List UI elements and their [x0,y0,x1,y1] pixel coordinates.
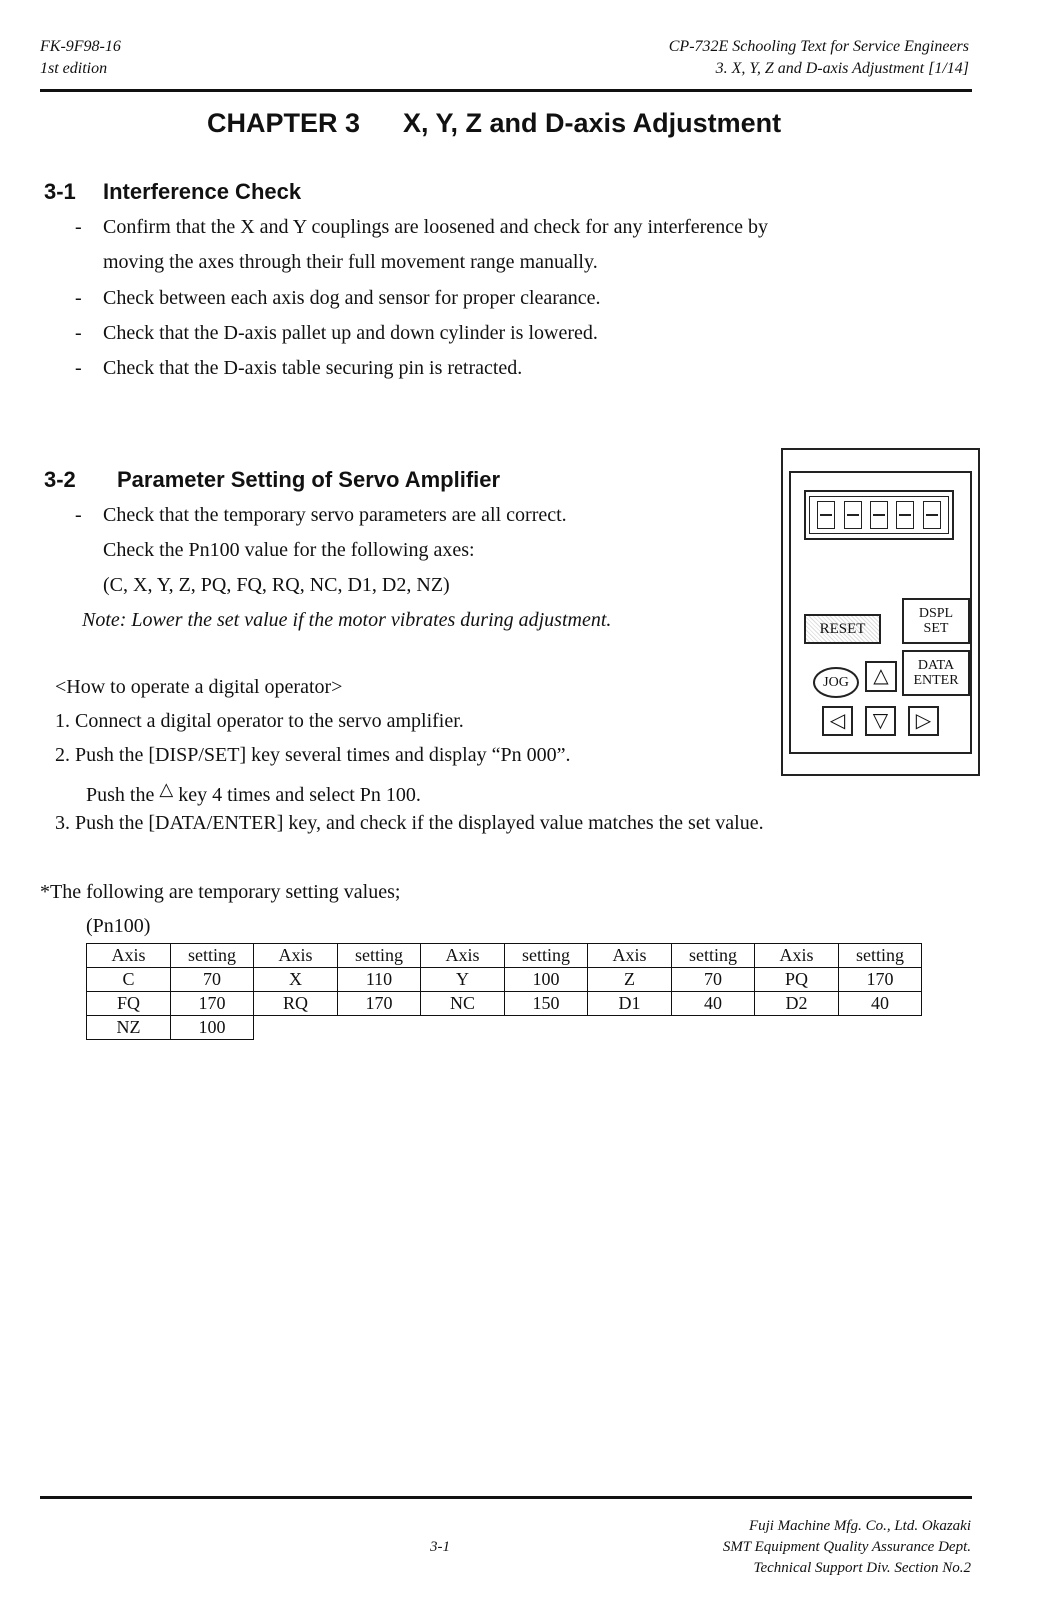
doc-title: CP-732E Schooling Text for Service Engineers [668,38,969,55]
axis-cell: NZ [87,1016,171,1040]
step-1: 1. Connect a digital operator to the servo amplifier. [55,710,464,732]
page-number: 3-1 [430,1539,450,1555]
display-digit [844,501,862,529]
section-number: 3-2 [44,467,76,492]
axis-cell: D1 [588,992,672,1016]
edition: 1st edition [40,60,108,77]
table-header: setting [171,944,254,968]
list-item: Confirm that the X and Y couplings are loosened and check for any interference by [103,216,768,238]
setting-cell: 110 [338,968,421,992]
footer-division: Technical Support Div. Section No.2 [753,1560,971,1576]
list-item: Check between each axis dog and sensor for proper clearance. [103,287,601,309]
triangle-up-icon: △ [159,779,174,799]
body-line: Check the Pn100 value for the following axes: [103,539,475,561]
table-header-row [87,944,922,968]
display-digit [817,501,835,529]
section-number: 3-1 [44,179,76,204]
reset-key: RESET [804,614,881,644]
axis-cell: NC [421,992,505,1016]
body-line: Check that the temporary servo parameters are all correct. [103,504,567,526]
dspl-set-key-line2: SET [923,621,949,636]
param-label: (Pn100) [86,915,151,937]
table-header: setting [338,944,421,968]
list-item-continued: moving the axes through their full movement range manually. [103,251,598,273]
temp-values-title: *The following are temporary setting values; [40,881,401,903]
display-digit [870,501,888,529]
setting-cell: 70 [171,968,254,992]
axis-cell: C [87,968,171,992]
down-arrow-key: ▽ [865,706,896,736]
step-2-text-b: key 4 times and select Pn 100. [178,784,421,806]
data-enter-key [902,650,970,696]
axis-cell: RQ [254,992,338,1016]
setting-cell: 100 [171,1016,254,1040]
doc-number: FK-9F98-16 [40,38,121,55]
table-header: setting [505,944,588,968]
bullet: - [75,287,82,309]
display-digit [923,501,941,529]
bullet: - [75,216,82,238]
bullet: - [75,322,82,344]
footer-rule [40,1496,972,1499]
section-title: Parameter Setting of Servo Amplifier [117,467,501,492]
footer-dept: SMT Equipment Quality Assurance Dept. [722,1539,971,1555]
note: Note: Lower the set value if the motor vibrates during adjustment. [82,609,612,631]
table-row [87,1016,922,1040]
bullet: - [75,504,82,526]
bullet: - [75,357,82,379]
setting-cell: 170 [839,968,922,992]
axis-cell: PQ [755,968,839,992]
setting-cell: 170 [171,992,254,1016]
data-enter-key-line1: DATA [917,658,955,673]
table-header: setting [672,944,755,968]
dspl-set-key [902,598,970,644]
axis-cell: D2 [755,992,839,1016]
table-row [87,968,922,992]
axes-list: (C, X, Y, Z, PQ, FQ, RQ, NC, D1, D2, NZ) [103,574,450,596]
setting-cell: 170 [338,992,421,1016]
display-digit [896,501,914,529]
left-arrow-key: ◁ [822,706,853,736]
axis-cell: FQ [87,992,171,1016]
setting-cell: 70 [672,968,755,992]
table-row [87,992,922,1016]
table-header: setting [839,944,922,968]
table-header: Axis [87,944,171,968]
right-arrow-key: ▷ [908,706,939,736]
header-rule [40,89,972,92]
jog-key: JOG [813,667,859,698]
footer-company: Fuji Machine Mfg. Co., Ltd. Okazaki [748,1518,971,1534]
section-title: Interference Check [103,179,302,204]
step-2: 2. Push the [DISP/SET] key several times and display “Pn 000”. [55,744,571,766]
data-enter-key-line2: ENTER [913,673,959,688]
axis-cell: Z [588,968,672,992]
up-arrow-key: △ [865,661,897,692]
setting-cell: 40 [839,992,922,1016]
empty-cell [254,1016,922,1040]
list-item: Check that the D-axis table securing pin is retracted. [103,357,523,379]
setting-cell: 150 [505,992,588,1016]
step-3: 3. Push the [DATA/ENTER] key, and check if the displayed value matches the set value. [55,812,764,834]
table-header: Axis [755,944,839,968]
step-2-text-a: Push the [86,784,155,806]
list-item: Check that the D-axis pallet up and down cylinder is lowered. [103,322,598,344]
doc-subtitle: 3. X, Y, Z and D-axis Adjustment [1/14] [715,60,969,77]
axis-cell: Y [421,968,505,992]
table-header: Axis [254,944,338,968]
howto-title: <How to operate a digital operator> [55,676,343,698]
setting-cell: 40 [672,992,755,1016]
table-header: Axis [588,944,672,968]
axis-cell: X [254,968,338,992]
seven-segment-display [809,496,949,534]
pn100-table [86,943,922,1040]
table-header: Axis [421,944,505,968]
chapter-title: X, Y, Z and D-axis Adjustment [403,108,782,138]
setting-cell: 100 [505,968,588,992]
dspl-set-key-line1: DSPL [918,606,954,621]
chapter-label: CHAPTER 3 [207,108,361,138]
